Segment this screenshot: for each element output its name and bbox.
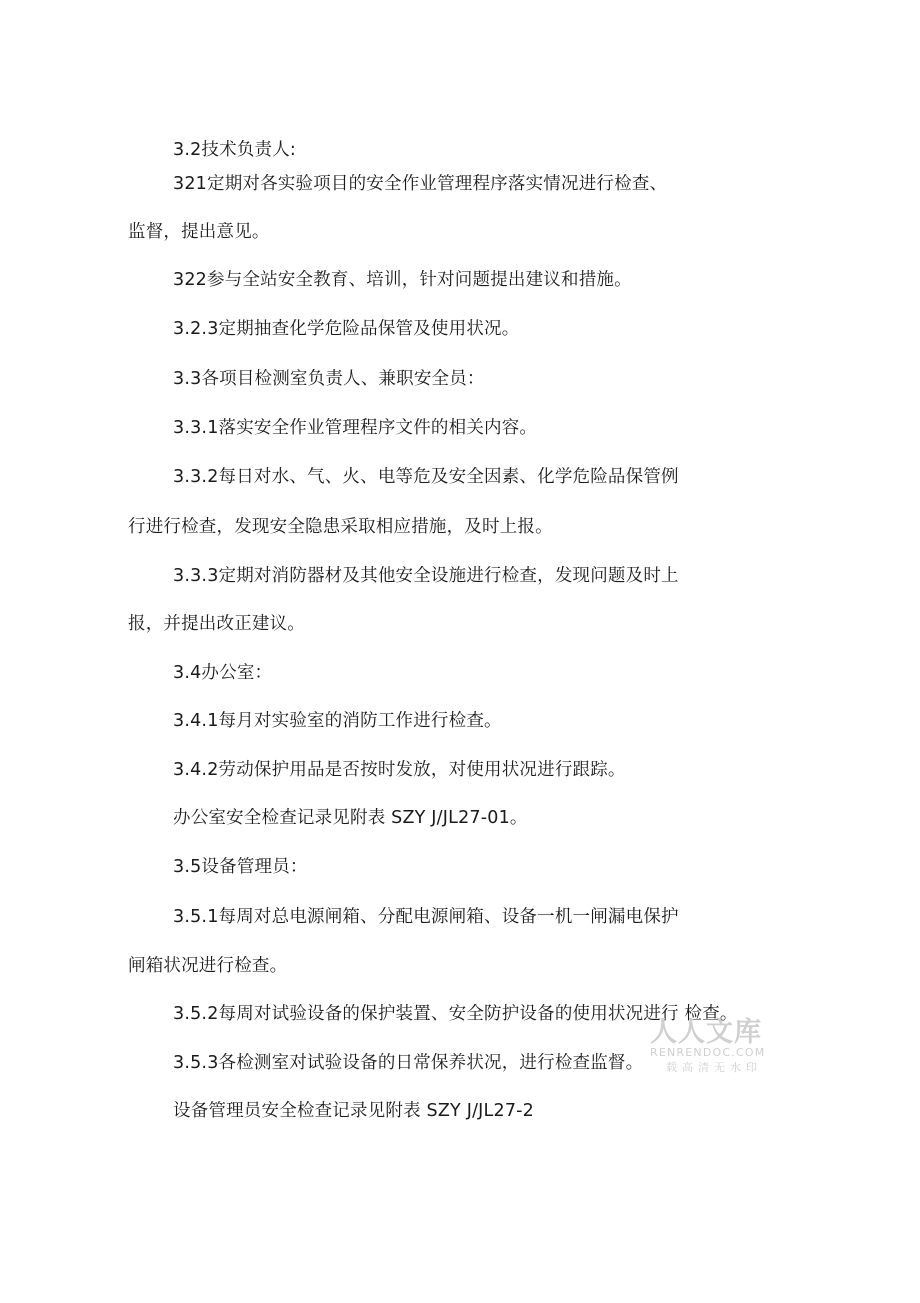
text-line: 3.5.3各检测室对试验设备的日常保养状况，进行检查监督。 (173, 1053, 644, 1073)
text-line: 3.5.2每周对试验设备的保护装置、安全防护设备的使用状况进行 检查。 (173, 1004, 738, 1024)
text-line: 3.2.3定期抽查化学危险品保管及使用状况。 (173, 319, 520, 339)
text-line: 3.5.1每周对总电源闸箱、分配电源闸箱、设备一机一闸漏电保护 (173, 907, 679, 927)
text-line: 3.4办公室： (173, 663, 273, 683)
watermark-url: RENRENDOC.COM (650, 1046, 766, 1059)
text-line: 3.2技术负责人: (173, 140, 297, 160)
text-line: 设备管理员安全检查记录见附表 SZY J/JL27-2 (173, 1101, 534, 1121)
text-line: 3.3.1落实安全作业管理程序文件的相关内容。 (173, 418, 538, 438)
text-line: 3.3各项目检测室负责人、兼职安全员： (173, 369, 485, 389)
text-line: 3.3.3定期对消防器材及其他安全设施进行检查，发现问题及时上 (173, 566, 679, 586)
text-line: 报，并提出改正建议。 (128, 614, 305, 634)
text-line: 322参与全站安全教育、培训，针对问题提出建议和措施。 (173, 270, 632, 290)
text-line: 3.4.1每月对实验室的消防工作进行检查。 (173, 711, 502, 731)
watermark-slogan: 载高清无水印 (666, 1061, 762, 1074)
text-line: 办公室安全检查记录见附表 SZY J/JL27-01。 (173, 808, 528, 828)
watermark-logo: 人人文库 (650, 1017, 762, 1048)
text-line: 3.4.2劳动保护用品是否按时发放，对使用状况进行跟踪。 (173, 760, 626, 780)
text-line: 321定期对各实验项目的安全作业管理程序落实情况进行检查、 (173, 174, 668, 194)
text-line: 3.5设备管理员： (173, 857, 308, 877)
text-line: 3.3.2每日对水、气、火、电等危及安全因素、化学危险品保管例 (173, 467, 679, 487)
text-line: 监督，提出意见。 (128, 222, 270, 242)
watermark (648, 1018, 774, 1078)
text-line: 行进行检查，发现安全隐患采取相应措施，及时上报。 (128, 517, 553, 537)
text-line: 闸箱状况进行检查。 (128, 956, 288, 976)
